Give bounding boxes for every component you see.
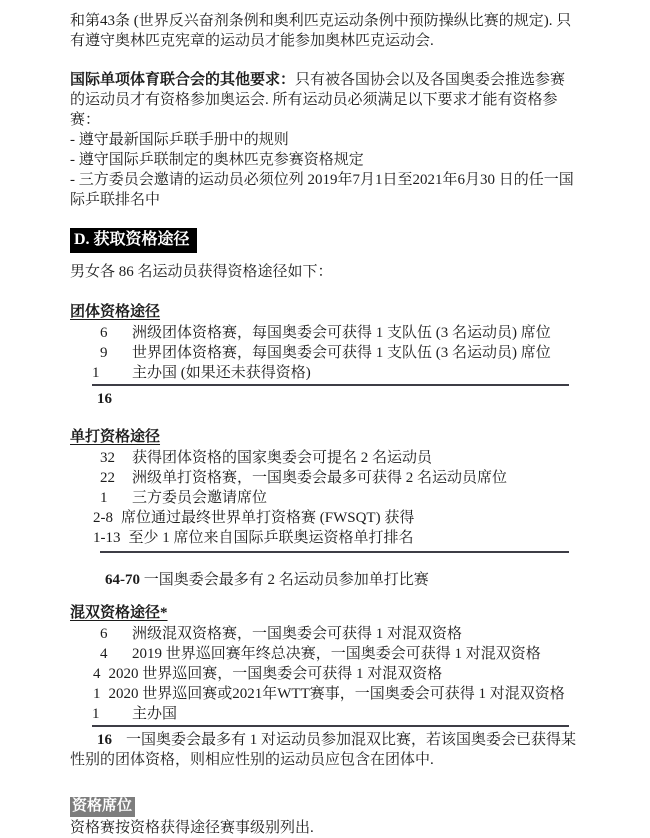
- singles-pathway-section: [70, 427, 580, 590]
- pathway-text: 至少 1 席位来自国际乒联奥运资格单打排名: [128, 530, 414, 546]
- mixed-total: 16: [97, 732, 112, 748]
- mixed-row: [93, 664, 580, 684]
- pathway-text: 世界团体资格赛，每国奥委会可获得 1 支队伍 (3 名运动员) 席位: [132, 345, 551, 361]
- team-row: [100, 343, 580, 363]
- section-d-subtitle: 男女各 86 名运动员获得资格途径如下：: [70, 264, 333, 280]
- qualification-seats-text: 资格赛按资格获得途径赛事级别列出.: [70, 820, 314, 836]
- bullet-item: - 遵守国际乒联制定的奥林匹克参赛资格规定: [70, 152, 364, 168]
- seat-count: 1: [100, 490, 108, 506]
- qualification-seats-section: [70, 796, 580, 838]
- pathway-text: 主办国: [132, 706, 178, 722]
- bullet-item: - 遵守最新国际乒联手册中的规则: [70, 132, 289, 148]
- mixed-total-paragraph: [70, 730, 580, 770]
- mixed-row: [93, 684, 580, 704]
- mixed-pathway-section: [70, 603, 580, 770]
- pathway-text: 获得团体资格的国家奥委会可提名 2 名运动员: [132, 450, 433, 466]
- federation-body: 只有被各国协会以及各国奥委会推选参赛的运动员才有资格参加奥运会. 所有运动员必须满足以下要求才能有资格参赛：: [70, 72, 566, 128]
- mixed-total-note: 一国奥委会最多有 1 对运动员参加混双比赛，若该国奥委会已获得某性别的团体资格，则相应性别的运动员应包含在团体中.: [70, 732, 577, 768]
- mixed-row: [100, 644, 580, 664]
- seat-count: 32: [100, 450, 115, 466]
- pathway-text: 洲级单打资格赛，一国奥委会最多可获得 2 名运动员席位: [132, 470, 508, 486]
- singles-row: [100, 448, 580, 468]
- seat-count: 4: [100, 646, 108, 662]
- team-total: 16: [97, 391, 112, 407]
- qualification-seats-heading: 资格席位: [70, 797, 135, 817]
- singles-row: [93, 508, 580, 528]
- singles-row: [100, 488, 580, 508]
- seat-count: 6: [100, 626, 108, 642]
- seat-count: 6: [100, 325, 108, 341]
- seat-count: 1: [93, 686, 101, 702]
- federation-requirements: [70, 70, 580, 210]
- team-pathway-section: [70, 302, 580, 409]
- seat-count: 4: [93, 666, 101, 682]
- federation-lead: 国际单项体育联合会的其他要求：: [70, 72, 296, 88]
- singles-pathway-title: 单打资格途径: [70, 429, 161, 445]
- pathway-text: 主办国 (如果还未获得资格): [132, 365, 311, 381]
- pathway-text: 洲级团体资格赛，每国奥委会可获得 1 支队伍 (3 名运动员) 席位: [132, 325, 551, 341]
- singles-note-range: 64-70: [105, 572, 140, 588]
- pathway-text: 2019 世界巡回赛年终总决赛，一国奥委会可获得 1 对混双资格: [132, 646, 541, 662]
- mixed-row-host: [92, 704, 569, 727]
- pathway-text: 洲级混双资格赛，一国奥委会可获得 1 对混双资格: [132, 626, 463, 642]
- seat-count: 22: [100, 470, 115, 486]
- team-row-host: [92, 363, 569, 386]
- sum-rule: [100, 551, 569, 553]
- seat-count: 2-8: [93, 510, 113, 526]
- federation-paragraph: [70, 70, 580, 130]
- singles-note: [105, 570, 580, 590]
- team-pathway-title: 团体资格途径: [70, 304, 161, 320]
- pathway-text: 席位通过最终世界单打资格赛 (FWSQT) 获得: [121, 510, 415, 526]
- pathway-text: 2020 世界巡回赛或2021年WTT赛事，一国奥委会可获得 1 对混双资格: [108, 686, 565, 702]
- bullet-item: - 三方委员会邀请的运动员必须位列 2019年7月1日至2021年6月30 日的任一国际乒联排名中: [70, 172, 574, 208]
- seat-count: 1: [92, 706, 100, 722]
- seat-count: 1: [92, 365, 100, 381]
- singles-row: [100, 468, 580, 488]
- seat-count: 1-13: [93, 530, 121, 546]
- mixed-pathway-title: 混双资格途径*: [70, 605, 168, 621]
- singles-row: [93, 528, 580, 548]
- spacer: [70, 409, 580, 427]
- seat-count: 9: [100, 345, 108, 361]
- intro-paragraph: 和第43条 (世界反兴奋剂条例和奥利匹克运动条例中预防操纵比赛的规定). 只有遵守奥林匹克宪章的运动员才能参加奥林匹克运动会.: [70, 13, 572, 49]
- pathway-text: 2020 世界巡回赛，一国奥委会可获得 1 对混双资格: [108, 666, 443, 682]
- team-row: [100, 323, 580, 343]
- pathway-text: 三方委员会邀请席位: [132, 490, 268, 506]
- mixed-row: [100, 624, 580, 644]
- section-d-heading: D. 获取资格途径: [70, 228, 197, 253]
- singles-note-text: 一国奥委会最多有 2 名运动员参加单打比赛: [143, 572, 429, 588]
